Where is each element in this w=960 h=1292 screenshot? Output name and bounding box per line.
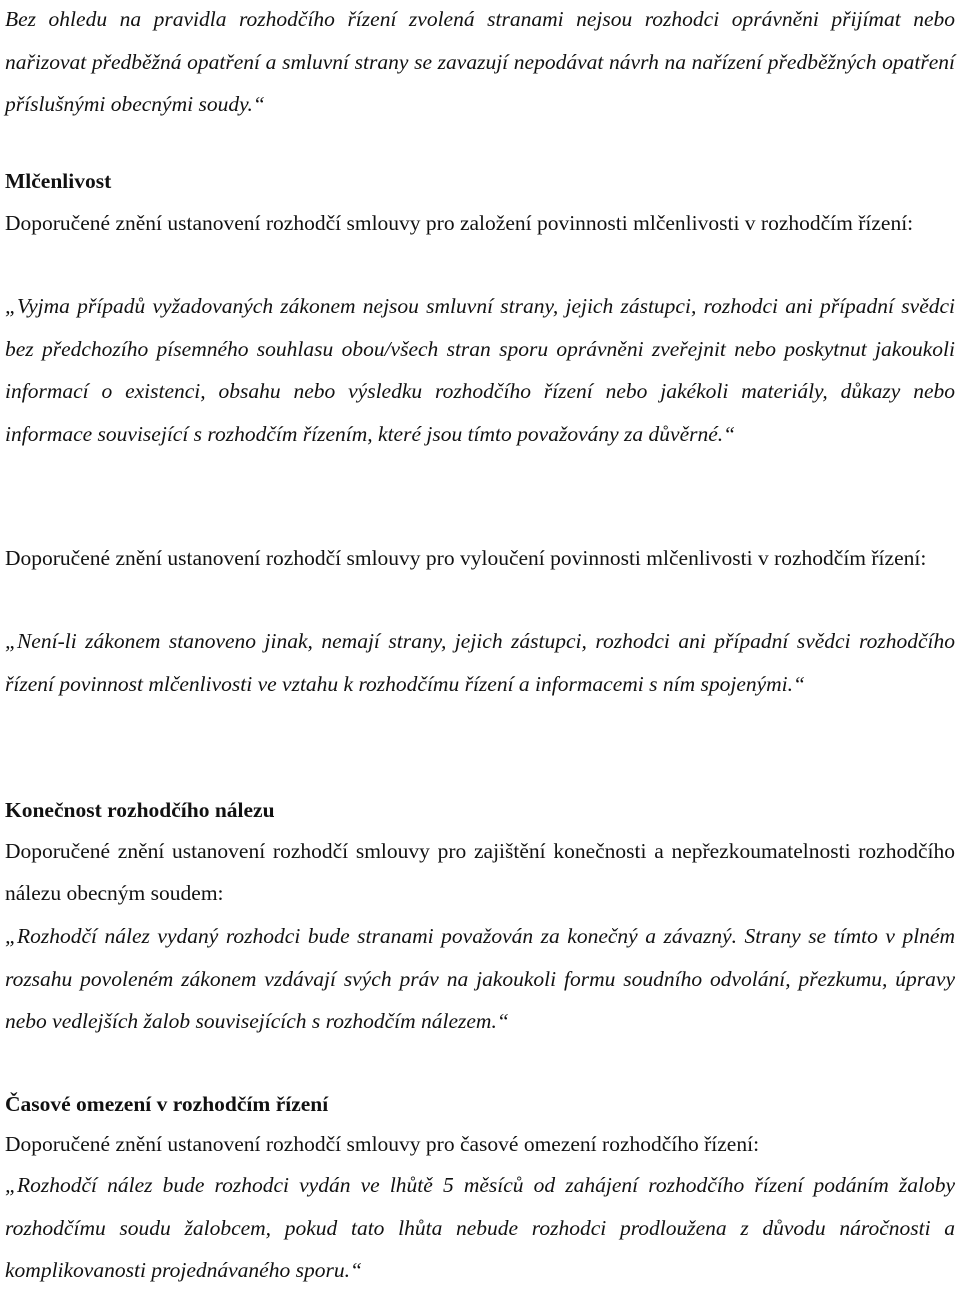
confidentiality-exclude-quote: „Není-li zákonem stanoveno jinak, nemají strany, jejich zástupci, rozhodci ani případní svědci rozhodčího řízení povinnost mlčenlivosti ve vztahu k rozhodčímu řízení a informacemi s ním spojenými.“ — [5, 629, 955, 696]
heading-confidentiality: Mlčenlivost — [5, 169, 112, 193]
time-limit-quote: „Rozhodčí nález bude rozhodci vydán ve lhůtě 5 měsíců od zahájení rozhodčího řízení podáním žaloby rozhodčímu soudu žalobcem, pokud tato lhůta nebude rozhodci prodloužena z důvodu náročnosti a komplikovanosti projednávaného sporu.“ — [5, 1173, 955, 1282]
confidentiality-establish-quote: „Vyjma případů vyžadovaných zákonem nejsou smluvní strany, jejich zástupci, rozhodci ani případní svědci bez předchozího písemného souhlasu obou/všech stran sporu oprávněni zveřejnit nebo poskytnut jakoukoli informací o existenci, obsahu nebo výsledku rozhodčího řízení nebo jakékoli materiály, důkazy nebo informace související s rozhodčím řízením, které jsou tímto považovány za důvěrné.“ — [5, 294, 955, 446]
intro-quote-continuation: Bez ohledu na pravidla rozhodčího řízení zvolená stranami nejsou rozhodci oprávněni přijímat nebo nařizovat předběžná opatření a smluvní strany se zavazují nepodávat návrh na nařízení předběžných opatření příslušnými obecnými soudy.“ — [5, 7, 955, 116]
finality-intro: Doporučené znění ustanovení rozhodčí smlouvy pro zajištění konečnosti a nepřezkoumatelnosti rozhodčího nálezu obecným soudem: — [5, 839, 955, 905]
confidentiality-establish-intro: Doporučené znění ustanovení rozhodčí smlouvy pro založení povinnosti mlčenlivosti v rozhodčím řízení: — [5, 211, 914, 235]
confidentiality-exclude-intro: Doporučené znění ustanovení rozhodčí smlouvy pro vyloučení povinnosti mlčenlivosti v rozhodčím řízení: — [5, 546, 927, 570]
time-limit-intro: Doporučené znění ustanovení rozhodčí smlouvy pro časové omezení rozhodčího řízení: — [5, 1132, 760, 1156]
finality-quote: „Rozhodčí nález vydaný rozhodci bude stranami považován za konečný a závazný. Strany se tímto v plném rozsahu povoleném zákonem vzdávají svých práv na jakoukoli formu soudního odvolání, přezkumu, úpravy nebo vedlejších žalob souvisejících s rozhodčím nálezem.“ — [5, 924, 955, 1033]
heading-time-limit: Časové omezení v rozhodčím řízení — [5, 1092, 329, 1116]
heading-finality: Konečnost rozhodčího nálezu — [5, 798, 275, 822]
